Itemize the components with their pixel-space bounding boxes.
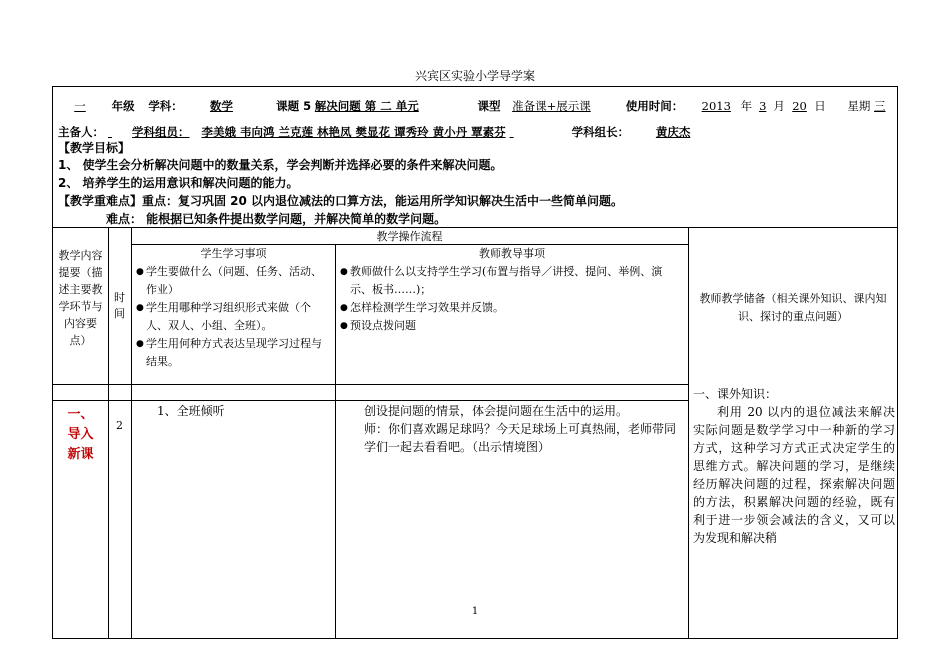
- members-label: 学科组员：: [132, 125, 190, 139]
- type-label: 课型: [477, 99, 501, 113]
- preparer-blank: [108, 125, 128, 139]
- time-header: 时间: [114, 291, 125, 320]
- grade-value: 一: [74, 99, 86, 113]
- members-value: 李美娥 韦向鸿 兰克莲 林艳凤 樊显花 谭秀玲 黄小丹 覃素芬: [201, 125, 506, 139]
- flow-header: 教学操作流程: [376, 230, 443, 243]
- header-bottom-rule: [52, 384, 688, 385]
- difficulty-points: 难点： 能根据已知条件提出数学问题，并解决简单的数学问题。: [106, 212, 447, 226]
- subject-value: 数学: [209, 99, 233, 113]
- month-value: 3: [759, 99, 767, 113]
- col-divider-3: [335, 244, 336, 638]
- content-header: 教学内容提要（描述主要教学环节与内容要点）: [58, 249, 103, 347]
- student-header: 学生学习事项: [200, 247, 267, 260]
- col-divider-4: [688, 227, 689, 638]
- section-title-line-3: 新课: [67, 447, 94, 462]
- section-title-line-2: 导入: [67, 427, 94, 442]
- header-row-2: [58, 124, 713, 140]
- teacher-item-2: ● 怎样检测学生学习效果并反馈。: [340, 299, 684, 317]
- section-time: 2: [116, 419, 123, 432]
- page-title: 兴宾区实验小学导学案: [414, 69, 535, 83]
- page-number: 1: [471, 606, 479, 617]
- lesson-value: 解决问题 第 二 单元: [314, 99, 419, 113]
- objective-1: 1、 使学生会分析解决问题中的数量关系，学会判断并选择必要的条件来解决问题。: [58, 158, 503, 172]
- col-divider-2: [131, 227, 132, 638]
- objective-2: 2、 培养学生的运用意识和解决问题的能力。: [58, 176, 299, 190]
- teacher-header: 教师教导事项: [479, 247, 545, 260]
- leader-value: 黄庆杰: [655, 125, 691, 139]
- day-value: 20: [792, 99, 807, 113]
- col-divider-1: [108, 227, 109, 638]
- lesson-label: 课题 5: [276, 99, 312, 113]
- section-title-line-1: 一、: [67, 407, 94, 422]
- members-blank: [510, 125, 560, 139]
- teacher-activity-1: 创设提问题的情景，体会提问题在生活中的运用。: [364, 404, 629, 418]
- preparer-label: 主备人：: [58, 125, 104, 139]
- year-label: 年: [740, 99, 753, 113]
- leader-label: 学科组长：: [571, 125, 630, 139]
- reserve-header: 教师教学储备（相关课外知识、课内知识、探讨的重点问题）: [699, 292, 887, 323]
- month-label: 月: [773, 99, 785, 113]
- reserve-content: [693, 385, 895, 547]
- teacher-activity-2: 师：你们喜欢踢足球吗？今天足球场上可真热闹，老师带同学们一起去看看吧。（出示情境图）: [364, 422, 677, 454]
- header-row-1: [58, 98, 894, 114]
- day-label: 日: [814, 99, 826, 113]
- grade-label: 年级: [111, 99, 135, 113]
- body-top-rule: [52, 400, 688, 401]
- subject-label: 学科：: [148, 99, 183, 113]
- reserve-text: 利用 20 以内的退位减法来解决实际问题是数学学习中一种新的学习方式，这种学习方式正式决定学生的思维方式。解决问题的学习，是继续经历解决问题的过程，探索解决问题的方法，积累解决问题的经验，既有利于进一步领会减法的含义，又可以为发现和解决稍: [693, 405, 895, 545]
- teacher-activity: [364, 402, 682, 456]
- type-value: 准备课+展示课: [512, 99, 591, 113]
- weekday-value: 三: [874, 99, 886, 113]
- section-title: [56, 405, 105, 465]
- objectives-heading: 【教学目标】: [58, 141, 131, 155]
- student-item-2: ● 学生用哪种学习组织形式来做（个人、双人、小组、全班）。: [136, 299, 331, 335]
- student-activity: 1、全班倾听: [157, 404, 225, 418]
- teacher-item-3: ● 预设点拨问题: [340, 317, 684, 335]
- year-value: 2013: [701, 99, 731, 113]
- student-column: [136, 245, 331, 371]
- teacher-item-1: ● 教师做什么以支持学生学习(布置与指导／讲授、提问、举例、演示、板书……)；: [340, 263, 684, 299]
- teacher-column: [340, 245, 684, 335]
- reserve-heading: 一、课外知识：: [693, 387, 778, 401]
- weekday-label: 星期: [847, 99, 871, 113]
- key-points: 【教学重难点】重点：复习巩固 20 以内退位减法的口算方法，能运用所学知识解决生活中一些简单问题。: [58, 194, 624, 208]
- student-item-3: ● 学生用何种方式表达呈现学习过程与结果。: [136, 335, 331, 371]
- student-item-1: ● 学生要做什么（问题、任务、活动、作业）: [136, 263, 331, 299]
- use-time-label: 使用时间：: [625, 99, 684, 113]
